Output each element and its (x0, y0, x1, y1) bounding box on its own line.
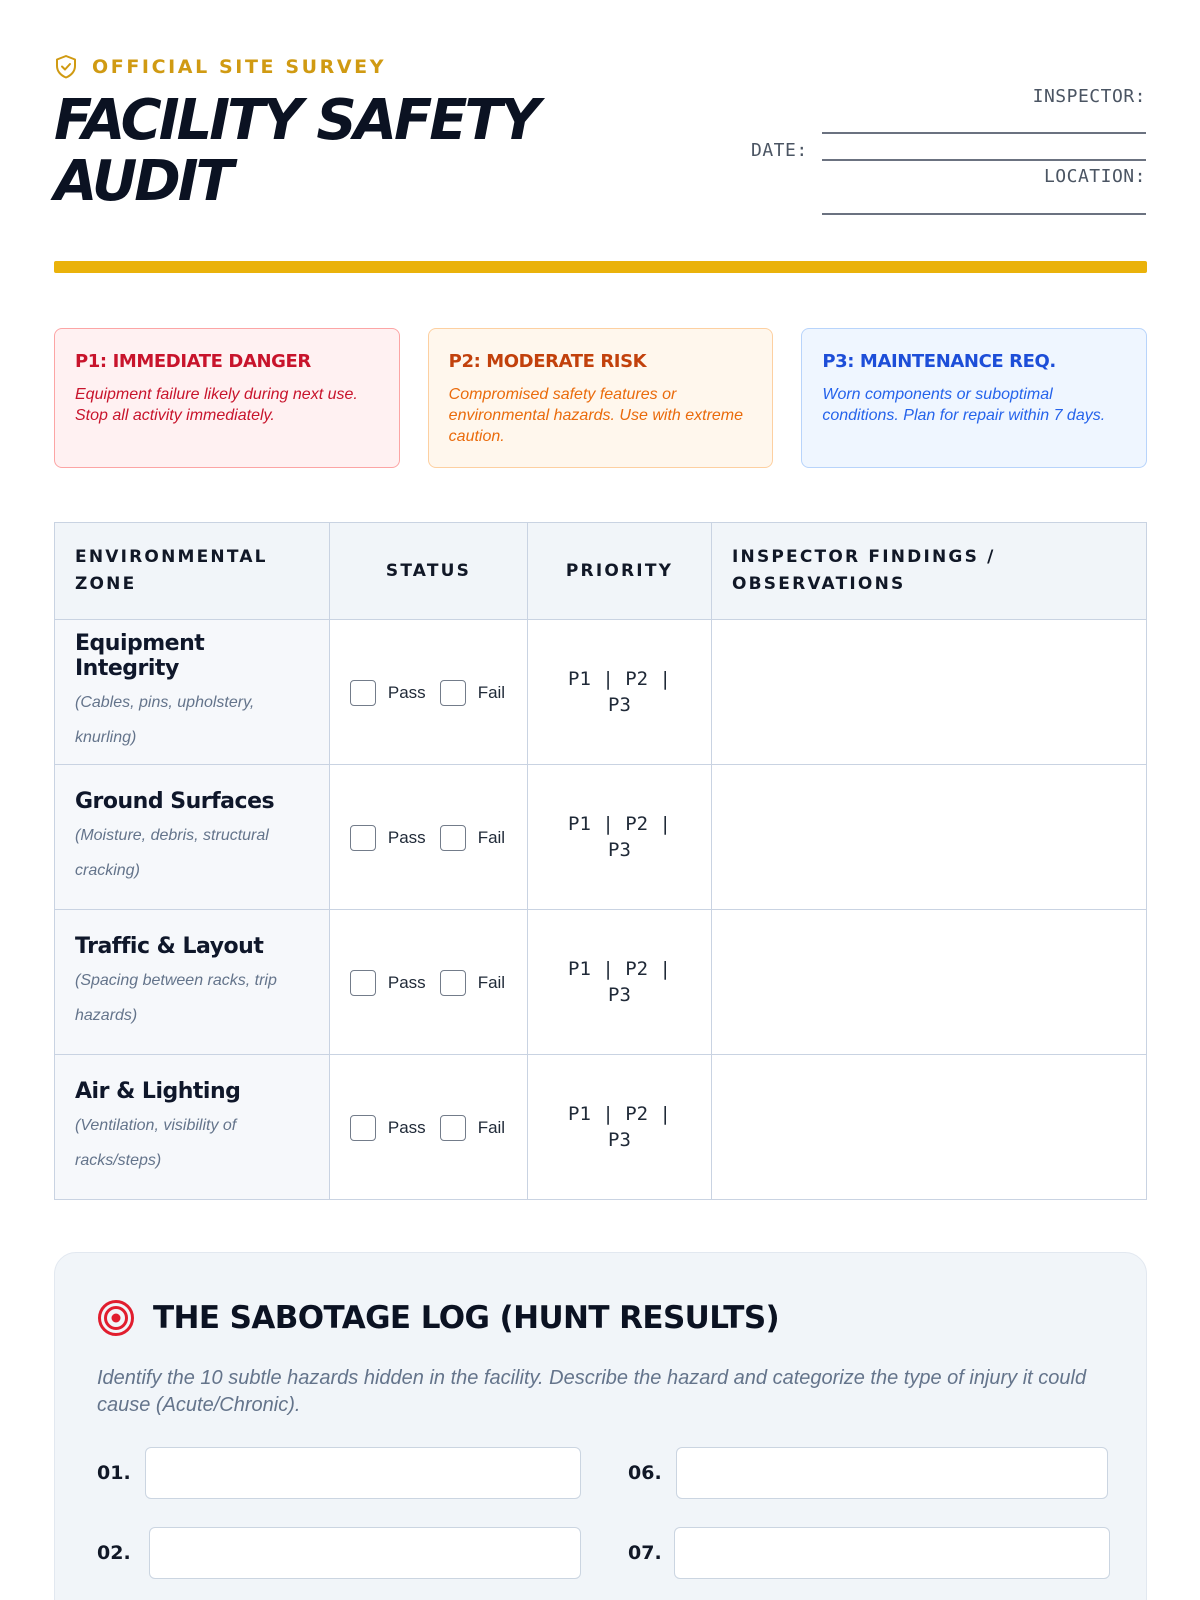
location-field[interactable] (822, 213, 1146, 215)
priority-card-p3 (801, 328, 1147, 468)
priority-card-title: P3: MAINTENANCE REQ. (822, 351, 1056, 372)
pass-checkbox[interactable] (350, 825, 376, 851)
zone-title: Equipment Integrity (75, 631, 205, 681)
findings-cell[interactable] (711, 620, 1146, 764)
fail-checkbox[interactable] (440, 680, 466, 706)
zone-desc: (Cables, pins, upholstery, knurling) (75, 694, 255, 746)
pass-label: Pass (387, 973, 426, 992)
status-cell (329, 1055, 527, 1199)
sabotage-log-title: THE SABOTAGE LOG (HUNT RESULTS) (153, 1300, 780, 1336)
zone-desc: (Ventilation, visibility of racks/steps) (75, 1116, 237, 1169)
page-title: FACILITY SAFETY AUDIT (54, 88, 538, 214)
pass-checkbox[interactable] (350, 680, 376, 706)
hazard-entry (628, 1527, 1110, 1579)
hazard-entry-number: 07. (628, 1542, 662, 1564)
priority-card-title: P1: IMMEDIATE DANGER (75, 351, 311, 372)
fail-label: Fail (477, 828, 506, 847)
zone-desc: (Spacing between racks, trip hazards) (75, 971, 277, 1024)
findings-cell[interactable] (711, 1055, 1146, 1199)
pass-label: Pass (387, 683, 426, 702)
priority-cell[interactable] (527, 1055, 711, 1199)
inspector-label: INSPECTOR: (1032, 86, 1146, 107)
priority-card-desc: Equipment failure likely during next use. Stop all activity immediately. (75, 386, 358, 424)
zone-cell (55, 910, 329, 1054)
sabotage-log (54, 1252, 1147, 1600)
zone-title: Air & Lighting (75, 1078, 241, 1104)
eyebrow (54, 54, 386, 80)
priority-cell[interactable] (527, 765, 711, 909)
header-cell-findings (711, 523, 1146, 619)
location-label: LOCATION: (1043, 166, 1146, 187)
sabotage-log-header (97, 1299, 779, 1337)
pass-checkbox[interactable] (350, 970, 376, 996)
hazard-input[interactable] (145, 1447, 581, 1499)
column-header: STATUS (385, 560, 472, 581)
zone-title: Traffic & Layout (75, 933, 264, 959)
fail-checkbox[interactable] (440, 1115, 466, 1141)
pass-label: Pass (387, 828, 426, 847)
findings-cell[interactable] (711, 910, 1146, 1054)
hazard-input[interactable] (676, 1447, 1108, 1499)
table-row (55, 619, 1146, 764)
fail-label: Fail (477, 973, 506, 992)
hazard-entry-number: 06. (628, 1462, 662, 1484)
zone-cell (55, 765, 329, 909)
fail-label: Fail (477, 1118, 506, 1137)
priority-card-p2 (428, 328, 774, 468)
target-icon (97, 1299, 135, 1337)
table-row (55, 764, 1146, 909)
shield-check-icon (54, 54, 78, 80)
column-header: PRIORITY (565, 560, 674, 581)
fail-label: Fail (477, 683, 506, 702)
priority-card-desc: Worn components or suboptimal conditions. Plan for repair within 7 days. (822, 386, 1106, 424)
inspector-field[interactable] (822, 132, 1146, 134)
sabotage-log-instructions: Identify the 10 subtle hazards hidden in the facility. Describe the hazard and categorize the type of injury it could cause (Acute/Chronic). (97, 1367, 1087, 1416)
fail-checkbox[interactable] (440, 825, 466, 851)
priority-cell[interactable] (527, 620, 711, 764)
hazard-entry (97, 1447, 581, 1499)
status-cell (329, 765, 527, 909)
priority-cell[interactable] (527, 910, 711, 1054)
status-cell (329, 910, 527, 1054)
priority-options[interactable]: P1 | P2 | P3 (568, 1103, 671, 1151)
eyebrow-text: OFFICIAL SITE SURVEY (92, 56, 387, 78)
zone-desc: (Moisture, debris, structural cracking) (75, 826, 269, 879)
zone-cell (55, 1055, 329, 1199)
header-cell-zone (55, 523, 329, 619)
hazard-input[interactable] (674, 1527, 1110, 1579)
findings-cell[interactable] (711, 765, 1146, 909)
date-label: DATE: (751, 140, 808, 161)
priority-card-p1 (54, 328, 400, 468)
document-header (54, 50, 1146, 220)
table-row (55, 909, 1146, 1054)
table-header-row (55, 523, 1146, 619)
column-header: INSPECTOR FINDINGS / OBSERVATIONS (732, 547, 996, 594)
zone-title: Ground Surfaces (75, 788, 275, 814)
fail-checkbox[interactable] (440, 970, 466, 996)
table-row (55, 1054, 1146, 1199)
priority-card-title: P2: MODERATE RISK (448, 351, 647, 372)
priority-options[interactable]: P1 | P2 | P3 (568, 668, 671, 716)
hazard-input[interactable] (149, 1527, 581, 1579)
zone-cell (55, 620, 329, 764)
audit-table (54, 522, 1147, 1200)
column-header: ENVIRONMENTAL ZONE (75, 547, 268, 594)
hazard-entry (97, 1527, 581, 1579)
priority-options[interactable]: P1 | P2 | P3 (568, 813, 671, 861)
priority-options[interactable]: P1 | P2 | P3 (568, 958, 671, 1006)
status-cell (329, 620, 527, 764)
header-divider (54, 261, 1147, 273)
priority-legend (54, 328, 1147, 468)
header-cell-priority (527, 523, 711, 619)
hazard-entry (628, 1447, 1108, 1499)
priority-card-desc: Compromised safety features or environmental hazards. Use with extreme caution. (448, 386, 744, 445)
pass-label: Pass (387, 1118, 426, 1137)
header-cell-status (329, 523, 527, 619)
date-field[interactable] (822, 159, 1146, 161)
pass-checkbox[interactable] (350, 1115, 376, 1141)
hazard-entry-number: 01. (97, 1462, 131, 1484)
hazard-entry-number: 02. (97, 1542, 131, 1564)
